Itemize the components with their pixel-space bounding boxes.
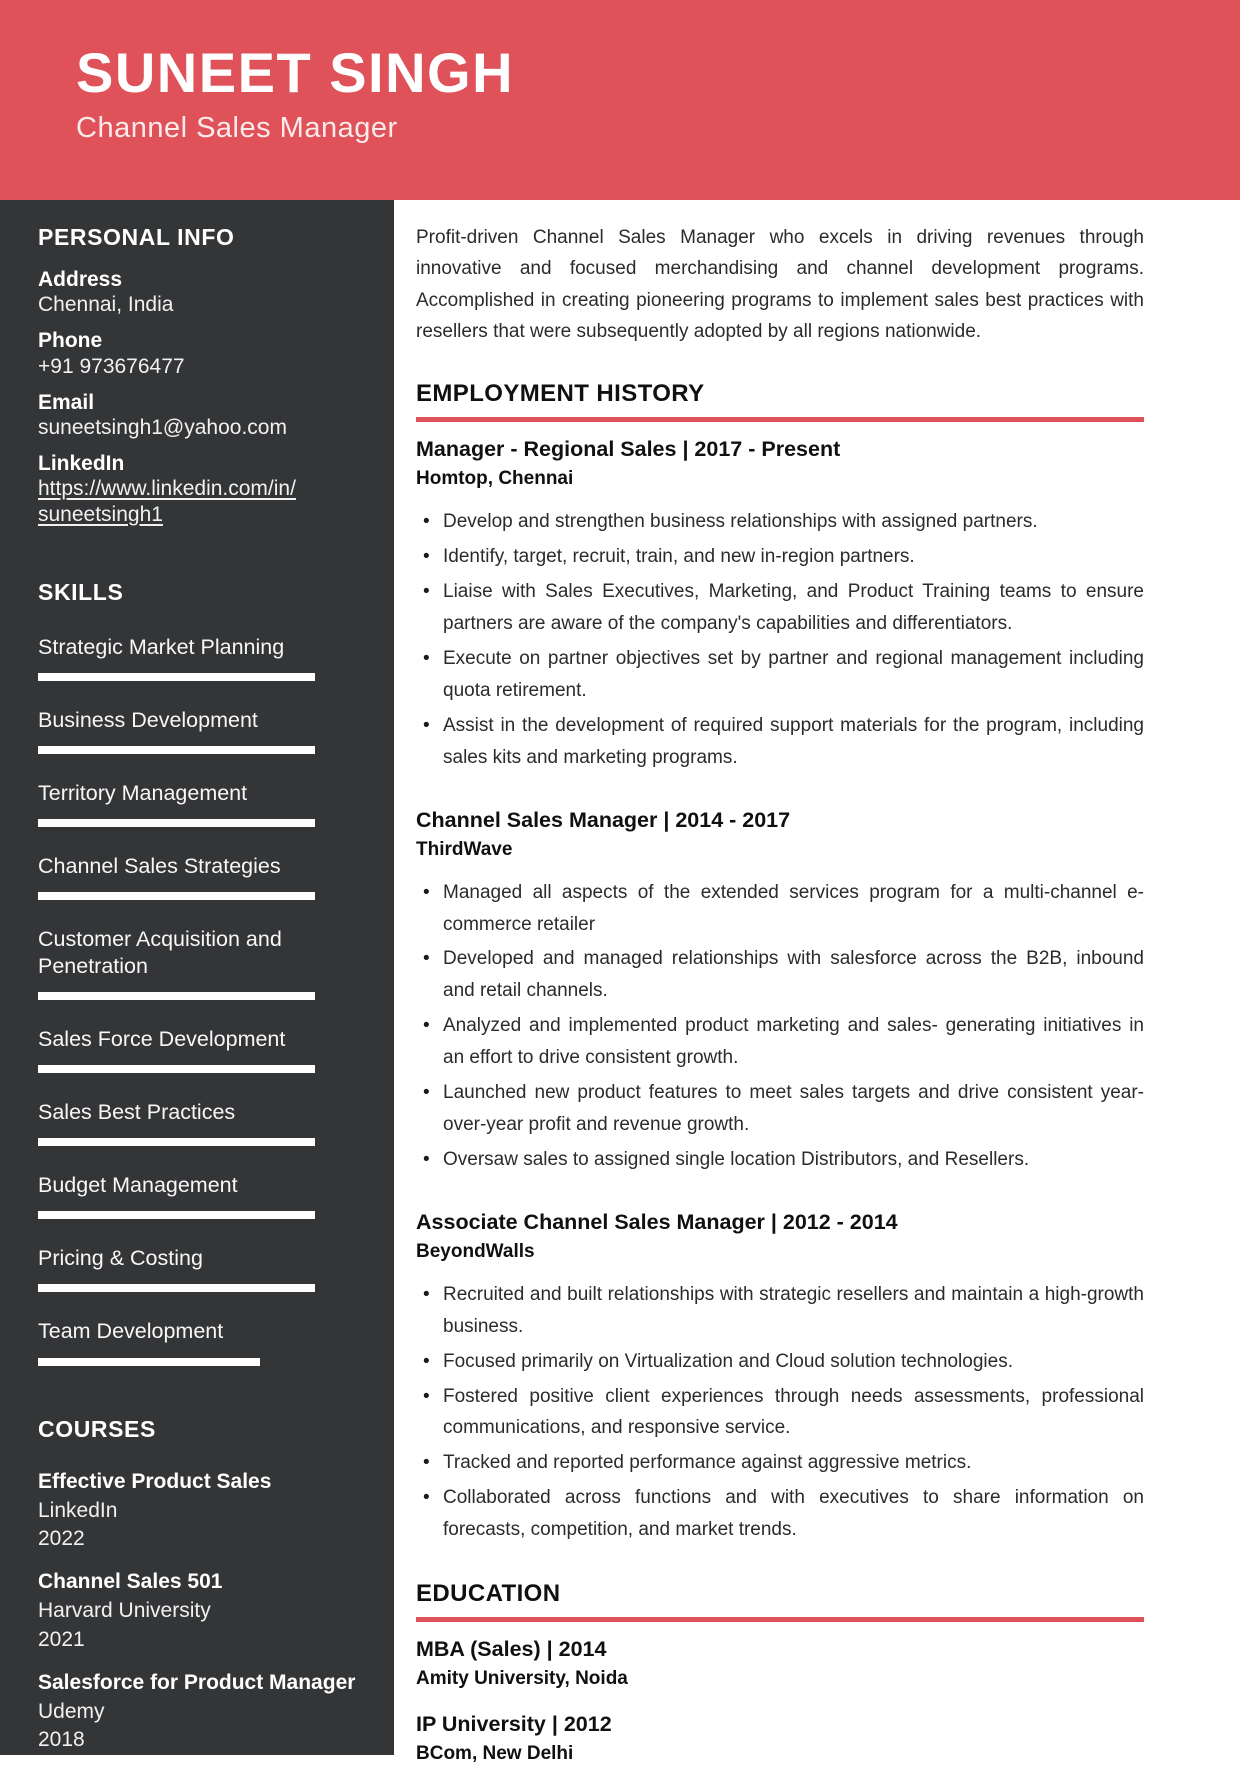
job-bullet: • Oversaw sales to assigned single location Distributors, and Resellers. — [416, 1144, 1144, 1176]
skills-section — [38, 579, 366, 1366]
skill-name: Strategic Market Planning — [38, 634, 285, 659]
skill-item — [38, 707, 366, 754]
section-divider — [416, 1617, 1144, 1622]
skill-level-bar — [38, 1065, 315, 1073]
job-title: Channel Sales Manager | 2014 - 2017 — [416, 807, 791, 832]
personal-info-value-line: Chennai, India — [38, 293, 174, 317]
skill-level-fill — [38, 1284, 315, 1292]
personal-info-value-line: suneetsingh1@yahoo.com — [38, 415, 287, 439]
course-title: Salesforce for Product Manager — [38, 1670, 356, 1694]
skill-level-fill — [38, 992, 315, 1000]
personal-info-item — [38, 328, 366, 378]
skill-item — [38, 1245, 366, 1292]
education-entry — [416, 1637, 1144, 1690]
personal-info-item — [38, 390, 366, 440]
job-bullet: • Develop and strengthen business relationships with assigned partners. — [416, 506, 1144, 538]
skill-level-fill — [38, 673, 315, 681]
job-entry — [416, 808, 1144, 1176]
linkedin-url-link[interactable]: https://www.linkedin.com/in/ — [38, 477, 296, 501]
education-school: Amity University, Noida — [416, 1668, 628, 1690]
jobs-list — [416, 437, 1144, 1546]
education-list — [416, 1637, 1144, 1765]
personal-info-label: Phone — [38, 329, 103, 353]
skills-heading: SKILLS — [38, 578, 124, 605]
job-bullet: • Developed and managed relationships with salesforce across the B2B, inbound and retail channels. — [416, 943, 1144, 1007]
skill-name: Budget Management — [38, 1173, 238, 1198]
job-bullet: • Recruited and built relationships with strategic resellers and maintain a high-growth business. — [416, 1279, 1144, 1343]
job-bullet: • Execute on partner objectives set by partner and regional management including quota retirement. — [416, 643, 1144, 707]
skill-level-bar — [38, 992, 315, 1000]
skill-item — [38, 634, 366, 681]
course-title: Channel Sales 501 — [38, 1570, 223, 1594]
skill-item — [38, 926, 366, 1000]
skill-level-fill — [38, 892, 315, 900]
skill-level-bar — [38, 1138, 315, 1146]
skill-item — [38, 853, 366, 900]
skill-level-fill — [38, 1138, 315, 1146]
job-bullet: • Managed all aspects of the extended services program for a multi-channel e-commerce retailer — [416, 877, 1144, 941]
skill-level-bar — [38, 673, 315, 681]
education-entry — [416, 1712, 1144, 1765]
personal-info-value — [38, 476, 366, 526]
course-provider: LinkedIn — [38, 1498, 118, 1522]
courses-heading: COURSES — [38, 1415, 156, 1442]
skill-name: Sales Best Practices — [38, 1100, 236, 1125]
skill-level-fill — [38, 1358, 260, 1366]
course-item — [38, 1569, 366, 1652]
main-column — [394, 200, 1240, 1765]
skill-name: Sales Force Development — [38, 1027, 286, 1052]
skill-item — [38, 1026, 366, 1073]
job-company: ThirdWave — [416, 838, 513, 860]
skill-level-bar — [38, 1211, 315, 1219]
skill-level-bar — [38, 892, 315, 900]
courses-section — [38, 1416, 366, 1753]
skill-name: Team Development — [38, 1319, 224, 1344]
course-provider: Harvard University — [38, 1599, 211, 1623]
course-item — [38, 1469, 366, 1552]
education-heading: EDUCATION — [416, 1580, 561, 1608]
personal-info-label: LinkedIn — [38, 452, 125, 476]
profile-summary: Profit-driven Channel Sales Manager who excels in driving revenues through innovative and focused merchandising and channel development programs. Accomplished in creating pioneering programs to implement sales best practices with resellers that were subsequently adopted by all regions nationwide. — [416, 227, 1144, 343]
resume-header — [0, 0, 1240, 200]
skill-level-bar — [38, 1284, 315, 1292]
skill-level-bar — [38, 819, 315, 827]
skill-level-bar — [38, 1358, 315, 1366]
skill-item — [38, 1099, 366, 1146]
course-year: 2018 — [38, 1728, 85, 1752]
job-title: Associate Channel Sales Manager | 2012 - 2014 — [416, 1209, 898, 1234]
job-bullet: • Liaise with Sales Executives, Marketing, and Product Training teams to ensure partners are aware of the company's capabilities and differentiators. — [416, 576, 1144, 640]
skills-list — [38, 634, 366, 1366]
skill-level-fill — [38, 1211, 315, 1219]
skill-item — [38, 1318, 366, 1365]
course-year: 2022 — [38, 1526, 85, 1550]
job-bullet: • Analyzed and implemented product marketing and sales- generating initiatives in an effort to drive consistent growth. — [416, 1010, 1144, 1074]
job-bullet: • Identify, target, recruit, train, and new in-region partners. — [416, 541, 1144, 573]
job-bullet: • Launched new product features to meet sales targets and drive consistent year-over-year profit and revenue growth. — [416, 1077, 1144, 1141]
personal-info-label: Address — [38, 268, 123, 291]
section-divider — [416, 417, 1144, 422]
job-company: Homtop, Chennai — [416, 468, 574, 490]
job-bullet: • Assist in the development of required support materials for the program, including sales kits and marketing programs. — [416, 710, 1144, 774]
skill-name: Pricing & Costing — [38, 1246, 203, 1271]
job-title: Manager - Regional Sales | 2017 - Present — [416, 437, 841, 462]
job-entry — [416, 1210, 1144, 1546]
course-item — [38, 1670, 366, 1753]
resume-body — [0, 200, 1240, 1765]
personal-info-item — [38, 451, 366, 527]
employment-history-heading: EMPLOYMENT HISTORY — [416, 380, 705, 408]
linkedin-url-link[interactable]: suneetsingh1 — [38, 502, 163, 526]
job-bullet: • Fostered positive client experiences through needs assessments, professional communications, and responsive service. — [416, 1381, 1144, 1445]
job-entry — [416, 437, 1144, 773]
skill-name: Customer Acquisition and Penetration — [38, 927, 282, 979]
skill-name: Channel Sales Strategies — [38, 853, 281, 878]
job-bullet-list — [416, 877, 1144, 1176]
skill-level-fill — [38, 819, 315, 827]
skill-level-fill — [38, 746, 315, 754]
job-bullet: • Focused primarily on Virtualization and Cloud solution technologies. — [416, 1346, 1144, 1378]
education-degree: MBA (Sales) | 2014 — [416, 1637, 607, 1662]
skill-level-bar — [38, 746, 315, 754]
job-company: BeyondWalls — [416, 1240, 535, 1262]
employment-history-section — [416, 380, 1144, 1546]
education-school: BCom, New Delhi — [416, 1743, 574, 1765]
job-bullet-list — [416, 1279, 1144, 1546]
course-year: 2021 — [38, 1627, 85, 1651]
job-bullet-list — [416, 506, 1144, 773]
person-name: SUNEET SINGH — [76, 41, 515, 104]
skill-level-fill — [38, 1065, 315, 1073]
person-job-title: Channel Sales Manager — [76, 111, 398, 144]
job-bullet: • Collaborated across functions and with executives to share information on forecasts, competition, and market trends. — [416, 1482, 1144, 1546]
personal-info-section — [38, 224, 366, 527]
sidebar — [0, 200, 394, 1755]
skill-name: Business Development — [38, 707, 258, 732]
education-degree: IP University | 2012 — [416, 1712, 612, 1737]
personal-info-value-line: +91 973676477 — [38, 354, 185, 378]
personal-info-value — [38, 292, 366, 317]
job-bullet: • Tracked and reported performance against aggressive metrics. — [416, 1447, 1144, 1479]
personal-info-value — [38, 415, 366, 440]
personal-info-item — [38, 267, 366, 317]
personal-info-list — [38, 267, 366, 527]
course-title: Effective Product Sales — [38, 1469, 272, 1493]
education-section — [416, 1580, 1144, 1765]
skill-name: Territory Management — [38, 780, 248, 805]
skill-item — [38, 1172, 366, 1219]
skill-item — [38, 780, 366, 827]
courses-list — [38, 1469, 366, 1753]
course-provider: Udemy — [38, 1700, 105, 1724]
personal-info-label: Email — [38, 390, 95, 414]
personal-info-heading: PERSONAL INFO — [38, 224, 235, 250]
personal-info-value — [38, 354, 366, 379]
